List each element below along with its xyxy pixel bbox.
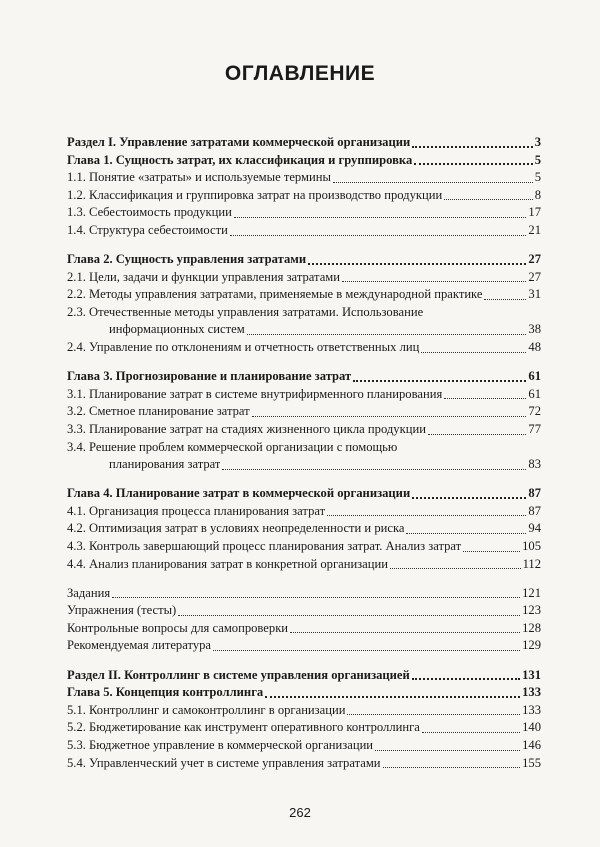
toc-page-number: 112: [522, 556, 541, 571]
toc-group: [67, 585, 541, 655]
toc-entry-title: Глава 5. Концепция контроллинга: [67, 685, 264, 700]
toc-entry-row: [67, 439, 541, 457]
toc-entry-title: 2.1. Цели, задачи и функции управления затратами: [67, 269, 340, 284]
toc-page-number: 155: [522, 755, 541, 770]
toc-page-number: 87: [528, 503, 541, 518]
toc-entry-row: [67, 637, 541, 655]
toc-page-number: 8: [534, 187, 541, 202]
toc-group: [67, 134, 541, 240]
dot-leader: [375, 750, 520, 751]
dot-leader: [428, 434, 526, 435]
dot-leader: [414, 163, 532, 165]
toc-entry-title: 5.4. Управленческий учет в системе управления затратами: [67, 755, 381, 770]
dot-leader: [406, 533, 526, 534]
toc-entry-title: 2.2. Методы управления затратами, применяемые в международной практике: [67, 287, 483, 302]
toc-entry-row: [67, 421, 541, 439]
toc-entry-title: 5.3. Бюджетное управление в коммерческой организации: [67, 737, 374, 752]
toc-page-number: 5: [534, 152, 541, 167]
toc-page-number: 133: [522, 685, 541, 700]
dot-leader: [412, 678, 520, 680]
toc-page-number: 105: [522, 538, 541, 553]
toc-entry-title: 5.1. Контроллинг и самоконтроллинг в организации: [67, 702, 346, 717]
toc-group: [67, 485, 541, 573]
toc-page-number: 61: [528, 386, 541, 401]
toc-page-number: 83: [528, 457, 541, 472]
dot-leader: [265, 696, 520, 698]
toc-page-number: 146: [522, 737, 541, 752]
toc-entry-title: Рекомендуемая литература: [67, 638, 212, 653]
toc-page-number: 123: [522, 603, 541, 618]
toc-heading-row: [67, 485, 541, 503]
toc-entry-row: [67, 304, 541, 322]
toc-entry-title: 1.4. Структура себестоимости: [67, 222, 228, 237]
toc-page-number: 128: [522, 620, 541, 635]
dot-leader: [422, 732, 520, 733]
dot-leader: [484, 299, 526, 300]
toc-heading-row: [67, 152, 541, 170]
page-title: ОГЛАВЛЕНИЕ: [224, 62, 376, 85]
toc-entry-title: 2.3. Отечественные методы управления затратами. Использование: [67, 304, 424, 319]
toc-entry-title: 1.3. Себестоимость продукции: [67, 205, 232, 220]
toc-entry-title: Глава 4. Планирование затрат в коммерческой организации: [67, 486, 411, 501]
toc-entry-title: Задания: [67, 585, 111, 600]
toc-heading-row: [67, 134, 541, 152]
toc-entry-title: 3.4. Решение проблем коммерческой организации с помощью: [67, 439, 398, 454]
dot-leader: [213, 650, 520, 651]
toc-entry-title: 4.4. Анализ планирования затрат в конкретной организации: [67, 556, 388, 571]
toc-group: [67, 667, 541, 773]
toc-entry-title: 4.3. Контроль завершающий процесс планирования затрат. Анализ затрат: [67, 538, 462, 553]
dot-leader: [333, 182, 533, 183]
toc-entry-title: 3.1. Планирование затрат в системе внутрифирменного планирования: [67, 386, 443, 401]
toc-entry-row: [67, 538, 541, 556]
toc-entry-row: [67, 187, 541, 205]
toc-group: [67, 368, 541, 474]
toc-page-number: 121: [522, 585, 541, 600]
toc-page-number: 27: [528, 269, 541, 284]
toc-entry-row: [67, 520, 541, 538]
toc-heading-row: [67, 684, 541, 702]
toc-entry-title: информационных систем: [109, 322, 245, 337]
toc-entry-row: [67, 503, 541, 521]
toc-page-number: 61: [528, 369, 541, 384]
toc-entry-title: 3.3. Планирование затрат на стадиях жизненного цикла продукции: [67, 421, 426, 436]
dot-leader: [290, 632, 520, 633]
toc-entry-row: [67, 403, 541, 421]
toc-entry-row: [67, 269, 541, 287]
dot-leader: [353, 380, 526, 382]
toc-heading-row: [67, 251, 541, 269]
toc-page-number: 38: [528, 322, 541, 337]
toc-entry-row: [67, 456, 541, 474]
toc-entry-row: [67, 169, 541, 187]
dot-leader: [178, 615, 520, 616]
toc-page-number: 5: [534, 170, 541, 185]
toc-entry-title: 4.1. Организация процесса планирования затрат: [67, 503, 326, 518]
toc-page-number: 129: [522, 638, 541, 653]
toc-page-number: 48: [528, 340, 541, 355]
dot-leader: [463, 551, 520, 552]
toc-entry-row: [67, 719, 541, 737]
dot-leader: [412, 146, 532, 148]
toc-entry-title: 5.2. Бюджетирование как инструмент оперативного контроллинга: [67, 720, 420, 735]
toc-entry-row: [67, 585, 541, 603]
page-number: 262: [289, 805, 311, 820]
dot-leader: [247, 334, 527, 335]
toc-entry-title: Упражнения (тесты): [67, 603, 177, 618]
toc-entry-row: [67, 321, 541, 339]
toc-entry-title: Глава 1. Сущность затрат, их классификация и группировка: [67, 152, 413, 167]
toc-entry-row: [67, 620, 541, 638]
toc-page-number: 94: [528, 521, 541, 536]
table-of-contents: [67, 134, 541, 784]
toc-page-number: 133: [522, 702, 541, 717]
toc-entry-title: Глава 2. Сущность управления затратами: [67, 252, 307, 267]
dot-leader: [444, 199, 532, 200]
toc-entry-title: Контрольные вопросы для самопроверки: [67, 620, 289, 635]
dot-leader: [327, 515, 526, 516]
toc-entry-title: 3.2. Сметное планирование затрат: [67, 404, 250, 419]
toc-heading-row: [67, 368, 541, 386]
dot-leader: [421, 352, 526, 353]
toc-entry-row: [67, 737, 541, 755]
toc-entry-row: [67, 204, 541, 222]
dot-leader: [412, 497, 526, 499]
toc-page-number: 140: [522, 720, 541, 735]
dot-leader: [383, 767, 521, 768]
toc-page-number: 77: [528, 421, 541, 436]
toc-entry-title: Глава 3. Прогнозирование и планирование затрат: [67, 369, 352, 384]
toc-page-number: 31: [528, 287, 541, 302]
toc-page-number: 3: [534, 135, 541, 149]
dot-leader: [390, 568, 521, 569]
toc-page-number: 21: [528, 222, 541, 237]
toc-page-number: 27: [528, 252, 541, 267]
toc-group: [67, 251, 541, 357]
dot-leader: [444, 398, 526, 399]
toc-page-number: 87: [528, 486, 541, 501]
toc-page-number: 131: [522, 667, 541, 682]
dot-leader: [252, 416, 527, 417]
toc-entry-title: 4.2. Оптимизация затрат в условиях неопределенности и риска: [67, 521, 405, 536]
dot-leader: [308, 263, 526, 265]
toc-entry-row: [67, 556, 541, 574]
dot-leader: [112, 597, 520, 598]
toc-entry-title: 2.4. Управление по отклонениям и отчетность ответственных лиц: [67, 340, 420, 355]
toc-entry-row: [67, 386, 541, 404]
toc-page-number: 72: [528, 404, 541, 419]
toc-page-number: 17: [528, 205, 541, 220]
toc-entry-title: Раздел I. Управление затратами коммерческой организации: [67, 135, 411, 149]
toc-entry-row: [67, 702, 541, 720]
toc-entry-row: [67, 755, 541, 773]
toc-entry-title: 1.2. Классификация и группировка затрат на производство продукции: [67, 187, 443, 202]
toc-entry-row: [67, 222, 541, 240]
dot-leader: [342, 281, 526, 282]
toc-entry-row: [67, 286, 541, 304]
toc-entry-title: планирования затрат: [109, 457, 221, 472]
toc-entry-title: 1.1. Понятие «затраты» и используемые термины: [67, 170, 331, 185]
toc-entry-row: [67, 602, 541, 620]
dot-leader: [222, 469, 526, 470]
dot-leader: [230, 235, 527, 236]
dot-leader: [234, 217, 527, 218]
toc-heading-row: [67, 667, 541, 685]
toc-entry-row: [67, 339, 541, 357]
dot-leader: [347, 714, 520, 715]
toc-entry-title: Раздел II. Контроллинг в системе управления организацией: [67, 667, 410, 682]
